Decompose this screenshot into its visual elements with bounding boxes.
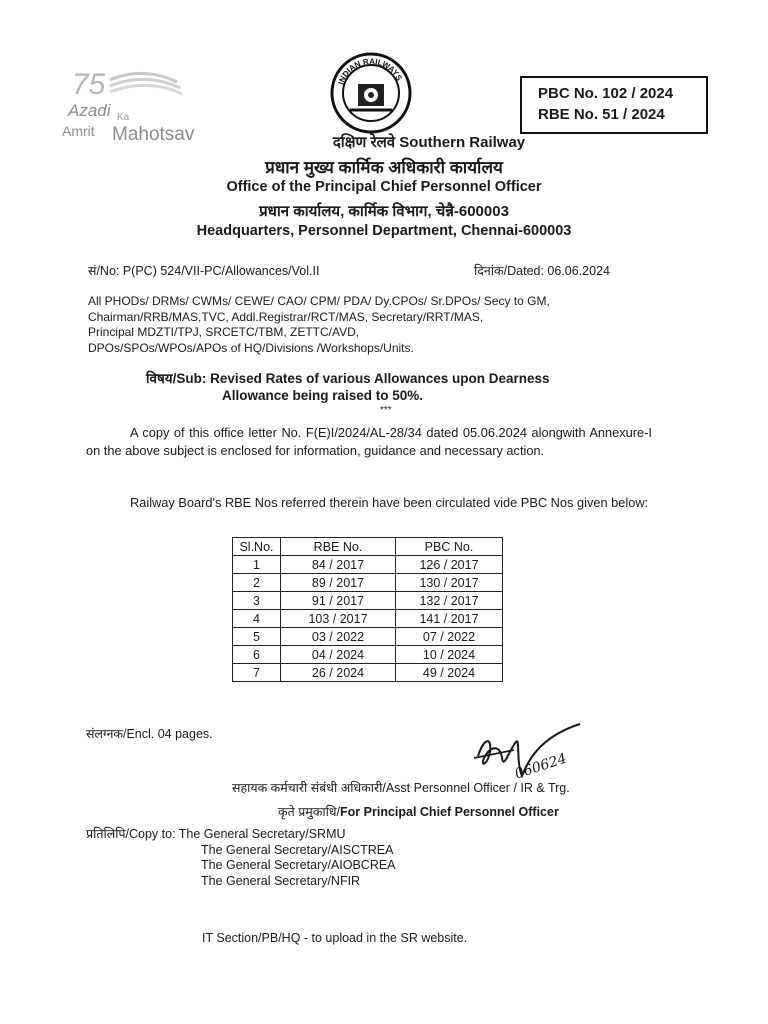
letter-date: दिनांक/Dated: 06.06.2024 [474, 264, 610, 278]
azadi-line3: Mahotsav [112, 124, 195, 144]
table-cell: 2 [233, 574, 281, 592]
addressee-line: All PHODs/ DRMs/ CWMs/ CEWE/ CAO/ CPM/ PDA/ Dy.CPOs/ Sr.DPOs/ Secy to GM, [88, 294, 550, 308]
table-cell: 3 [233, 592, 281, 610]
column-header: RBE No. [281, 538, 396, 556]
azadi-number: 75 [72, 68, 106, 101]
rbe-number: RBE No. 51 / 2024 [538, 106, 665, 123]
table-row [233, 628, 503, 646]
addressee-line: DPOs/SPOs/WPOs/APOs of HQ/Divisions /Workshops/Units. [88, 340, 414, 355]
letter-number: सं/No: P(PC) 524/VII-PC/Allowances/Vol.II [88, 264, 320, 278]
table-cell: 130 / 2017 [396, 574, 503, 592]
azadi-line1: Azadi [68, 101, 111, 120]
addressee-line: Chairman/RRB/MAS,TVC, Addl.Registrar/RCT/MAS, Secretary/RRT/MAS, [88, 309, 484, 324]
table-cell: 103 / 2017 [281, 610, 396, 628]
azadi-ka: Ka [117, 112, 130, 123]
column-header: Sl.No. [233, 538, 281, 556]
table-cell: 5 [233, 628, 281, 646]
table-cell: 04 / 2024 [281, 646, 396, 664]
body-paragraph-2: Railway Board's RBE Nos referred therein have been circulated vide PBC Nos given below: [130, 495, 649, 510]
table-cell: 7 [233, 664, 281, 682]
for-pcpo [278, 803, 559, 820]
table-cell: 07 / 2022 [396, 628, 503, 646]
subject [146, 370, 666, 404]
table-cell: 84 / 2017 [281, 556, 396, 574]
table-cell: 141 / 2017 [396, 610, 503, 628]
addressee-line: Principal MDZTI/TPJ, SRCETC/TBM, ZETTC/AVD, [88, 325, 360, 339]
hq-english: Headquarters, Personnel Department, Chennai-600003 [196, 223, 572, 239]
hq-hindi: प्रधान कार्यालय, कार्मिक विभाग, चेन्नै-600003 [259, 203, 509, 220]
table-cell: 126 / 2017 [396, 556, 503, 574]
copy-to-item: The General Secretary/AISCTREA [201, 842, 394, 857]
table-cell: 6 [233, 646, 281, 664]
pbc-table [232, 537, 503, 682]
table-cell: 49 / 2024 [396, 664, 503, 682]
indian-railways-emblem [330, 52, 412, 134]
it-section-note: IT Section/PB/HQ - to upload in the SR website. [202, 931, 468, 945]
enclosure-note: संलग्नक/Encl. 04 pages. [86, 727, 213, 741]
azadi-line2: Amrit [62, 123, 95, 139]
for-text: For Principal Chief Personnel Officer [340, 805, 559, 819]
handwritten-signature [470, 718, 600, 788]
table-cell: 89 / 2017 [281, 574, 396, 592]
table-cell: 03 / 2022 [281, 628, 396, 646]
table-cell: 91 / 2017 [281, 592, 396, 610]
subject-line1: विषय/Sub: Revised Rates of various Allowances upon Dearness [146, 371, 550, 386]
office-english: Office of the Principal Chief Personnel Officer [226, 179, 542, 195]
table-row [233, 556, 503, 574]
table-row [233, 610, 503, 628]
subject-separator: *** [380, 405, 392, 416]
signatory-designation: सहायक कर्मचारी संबंधी अधिकारी/Asst Personnel Officer / IR & Trg. [232, 781, 570, 795]
copy-to-list [86, 827, 396, 889]
signature-date: 060624 [512, 750, 569, 783]
pbc-number: PBC No. 102 / 2024 [538, 85, 674, 102]
column-header: PBC No. [396, 538, 503, 556]
body-paragraph-1: A copy of this office letter No. F(E)I/2024/AL-28/34 dated 05.06.2024 alongwith Annexure-I on the above subject is enclosed for information, guidance and necessary action. [86, 425, 652, 458]
copy-to-item: The General Secretary/AIOBCREA [201, 858, 396, 872]
addressee-list [88, 294, 688, 356]
table-row [233, 646, 503, 664]
table-cell: 1 [233, 556, 281, 574]
for-prefix: कृते प्रमुकाधि/ [278, 805, 341, 819]
emblem-text: INDIAN RAILWAYS [336, 56, 404, 86]
table-cell: 10 / 2024 [396, 646, 503, 664]
office-hindi: प्रधान मुख्य कार्मिक अधिकारी कार्यालय [265, 158, 503, 177]
subject-line2: Allowance being raised to 50%. [222, 388, 424, 403]
table-row [233, 592, 503, 610]
table-cell: 4 [233, 610, 281, 628]
table-cell: 132 / 2017 [396, 592, 503, 610]
table-row [233, 664, 503, 682]
railway-name: दक्षिण रेलवे Southern Railway [332, 134, 526, 151]
table-row [233, 574, 503, 592]
table-header-row [233, 538, 503, 556]
copy-to-item: The General Secretary/NFIR [201, 873, 361, 888]
table-cell: 26 / 2024 [281, 664, 396, 682]
pbc-reference-box [520, 76, 708, 134]
copy-to-first: प्रतिलिपि/Copy to: The General Secretary/SRMU [86, 827, 346, 841]
